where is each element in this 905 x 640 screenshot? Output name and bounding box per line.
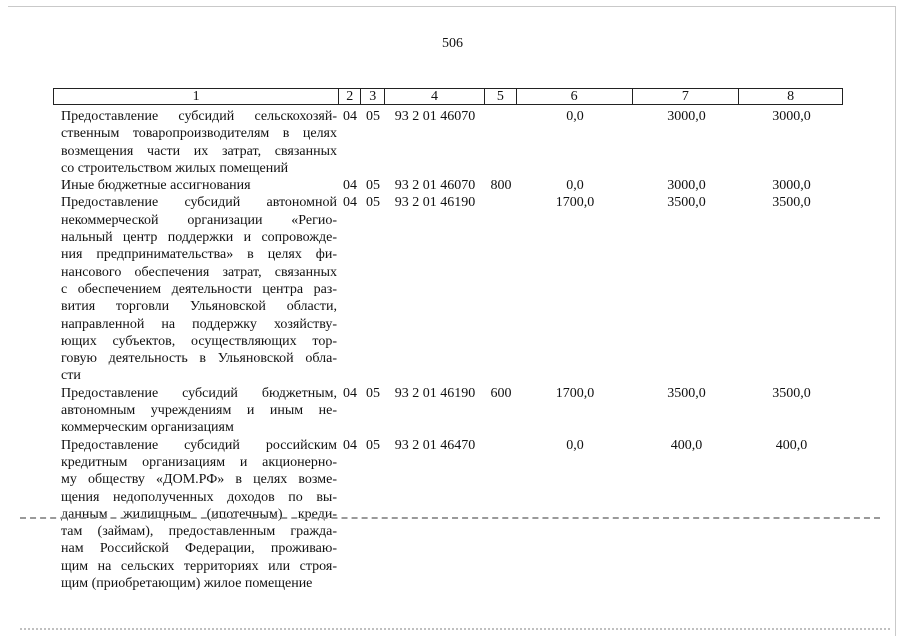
target-article-code: 93 2 01 46470 bbox=[394, 437, 476, 453]
description-line: Предоставление субсидий российским bbox=[61, 437, 337, 453]
subsection-code: 05 bbox=[366, 178, 380, 194]
description-line: сти bbox=[61, 368, 81, 384]
row-description bbox=[53, 385, 339, 437]
target-article-code: 93 2 01 46190 bbox=[394, 195, 476, 211]
value-col-6: 1700,0 bbox=[555, 195, 595, 211]
page-frame-top bbox=[8, 6, 896, 7]
description-line: щения недополученных доходов по вы- bbox=[61, 489, 337, 505]
row-description bbox=[53, 194, 339, 384]
description-line: Иные бюджетные ассигнования bbox=[61, 178, 251, 194]
header-col-8: 8 bbox=[787, 89, 795, 104]
description-line: говую деятельность в Ульяновской обла- bbox=[61, 351, 337, 367]
description-line: Предоставление субсидий автономной bbox=[61, 195, 337, 211]
description-line: Предоставление субсидий бюджетным, bbox=[61, 385, 337, 401]
subsection-code: 05 bbox=[366, 437, 380, 453]
description-line: автономным учреждениям и иным не- bbox=[61, 403, 337, 419]
description-line: нам Российской Федерации, проживаю- bbox=[61, 541, 337, 557]
target-article-code: 93 2 01 46070 bbox=[394, 178, 476, 194]
description-line: ющих субъектов, осуществляющих тор- bbox=[61, 333, 337, 349]
value-col-7: 3500,0 bbox=[667, 195, 706, 211]
section-code: 04 bbox=[343, 109, 357, 124]
description-line: данным жилищным (ипотечным) креди- bbox=[61, 506, 337, 522]
header-col-5: 5 bbox=[485, 89, 517, 104]
description-line: там (займам), предоставленным гражда- bbox=[61, 524, 337, 540]
header-col-1: 1 bbox=[54, 89, 339, 104]
scan-artifact-bottom bbox=[20, 628, 890, 630]
header-col-3: 3 bbox=[361, 89, 385, 104]
description-line: щим (приобретающим) жилое помещение bbox=[61, 576, 313, 592]
target-article-code: 93 2 01 46070 bbox=[394, 109, 476, 124]
table-row bbox=[53, 177, 843, 194]
description-line: ния предпринимательства» в целях фи- bbox=[61, 247, 337, 263]
section-code: 04 bbox=[343, 385, 357, 401]
description-line: нальный центр поддержки и сопровожде- bbox=[61, 230, 337, 246]
value-col-6: 0,0 bbox=[566, 109, 584, 124]
description-line: направленной на поддержку хозяйству- bbox=[61, 316, 337, 332]
value-col-8: 400,0 bbox=[775, 437, 808, 453]
table-row bbox=[53, 108, 843, 177]
description-line: му обществу «ДОМ.РФ» в целях возме- bbox=[61, 472, 337, 488]
value-col-7: 3500,0 bbox=[667, 385, 706, 401]
description-line: ственным товаропроизводителям в целях bbox=[61, 126, 337, 142]
table-row bbox=[53, 194, 843, 384]
row-description bbox=[53, 437, 339, 593]
header-col-7: 7 bbox=[633, 89, 740, 104]
value-col-6: 0,0 bbox=[566, 437, 584, 453]
expense-type-code bbox=[485, 194, 517, 384]
value-col-7: 3000,0 bbox=[667, 109, 706, 124]
value-col-8: 3500,0 bbox=[772, 195, 811, 211]
description-line: щим на сельских территориях или строя- bbox=[61, 558, 337, 574]
subsection-code: 05 bbox=[366, 385, 380, 401]
table-body bbox=[53, 108, 843, 592]
expense-type-code: 600 bbox=[490, 385, 512, 401]
description-line: кредитным организациям и акционерно- bbox=[61, 454, 337, 470]
table-header bbox=[53, 88, 843, 105]
row-description bbox=[53, 108, 339, 177]
description-line: коммерческим организациям bbox=[61, 420, 234, 436]
description-line: возмещения части их затрат, связанных bbox=[61, 143, 337, 159]
value-col-8: 3500,0 bbox=[772, 385, 811, 401]
subsection-code: 05 bbox=[366, 109, 380, 124]
target-article-code: 93 2 01 46190 bbox=[394, 385, 476, 401]
scan-artifact-line bbox=[20, 517, 880, 519]
value-col-7: 3000,0 bbox=[667, 178, 706, 194]
header-col-2: 2 bbox=[339, 89, 361, 104]
expense-type-code bbox=[485, 108, 517, 177]
description-line: Предоставление субсидий сельскохозяй- bbox=[61, 109, 337, 124]
page-number: 506 bbox=[442, 36, 463, 51]
description-line: с обеспечением деятельности центра раз- bbox=[61, 281, 337, 297]
description-line: со строительством жилых помещений bbox=[61, 160, 289, 176]
section-code: 04 bbox=[343, 195, 357, 211]
description-line: нансового обеспечения затрат, связанных bbox=[61, 264, 337, 280]
description-line: некоммерческой организации «Регио- bbox=[61, 212, 337, 228]
page-frame-right bbox=[895, 6, 896, 636]
section-code: 04 bbox=[343, 178, 357, 194]
expense-type-code: 800 bbox=[490, 178, 512, 194]
value-col-6: 0,0 bbox=[566, 178, 584, 194]
description-line: вития торговли Ульяновской области, bbox=[61, 299, 337, 315]
header-col-4: 4 bbox=[385, 89, 485, 104]
section-code: 04 bbox=[343, 437, 357, 453]
table-row bbox=[53, 437, 843, 593]
subsection-code: 05 bbox=[366, 195, 380, 211]
row-description bbox=[53, 177, 339, 194]
table-row bbox=[53, 385, 843, 437]
value-col-7: 400,0 bbox=[670, 437, 703, 453]
value-col-8: 3000,0 bbox=[772, 178, 811, 194]
header-col-6: 6 bbox=[517, 89, 633, 104]
expense-type-code bbox=[485, 437, 517, 593]
value-col-8: 3000,0 bbox=[772, 109, 811, 124]
value-col-6: 1700,0 bbox=[555, 385, 595, 401]
